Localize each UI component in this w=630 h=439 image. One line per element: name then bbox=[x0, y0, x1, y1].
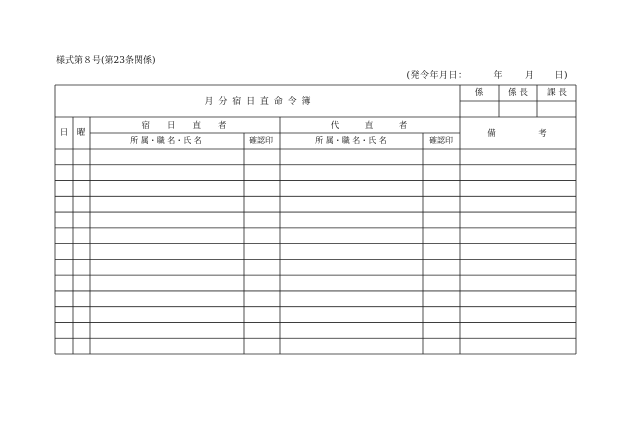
header-remarks: 備 考 bbox=[487, 129, 547, 139]
issue-date-open: (発令年月日： bbox=[406, 71, 468, 81]
header-weekday: 曜 bbox=[76, 128, 86, 138]
issue-date-month-label: 月 bbox=[524, 71, 535, 81]
header-substitute-seal: 確認印 bbox=[429, 136, 453, 145]
issue-date-day-label: 日) bbox=[554, 71, 568, 81]
approval-cell-section-head: 課 長 bbox=[547, 88, 567, 98]
header-substitute-affiliation: 所 属・職 名・氏 名 bbox=[315, 136, 387, 145]
header-duty-officer: 宿 日 直 者 bbox=[141, 121, 227, 131]
register-title: 月 分 宿 日 直 命 令 簿 bbox=[204, 97, 312, 107]
approval-cell-clerk: 係 bbox=[474, 88, 484, 98]
header-duty-affiliation: 所 属・職 名・氏 名 bbox=[130, 136, 202, 145]
header-substitute: 代 直 者 bbox=[330, 121, 408, 131]
header-day: 日 bbox=[59, 128, 69, 138]
issue-date-year-label: 年 bbox=[493, 71, 503, 81]
approval-cell-chief: 係 長 bbox=[508, 88, 528, 98]
header-duty-seal: 確認印 bbox=[249, 136, 273, 145]
form-number: 様式第８号(第23条関係) bbox=[56, 56, 156, 66]
table-lines bbox=[55, 85, 576, 354]
